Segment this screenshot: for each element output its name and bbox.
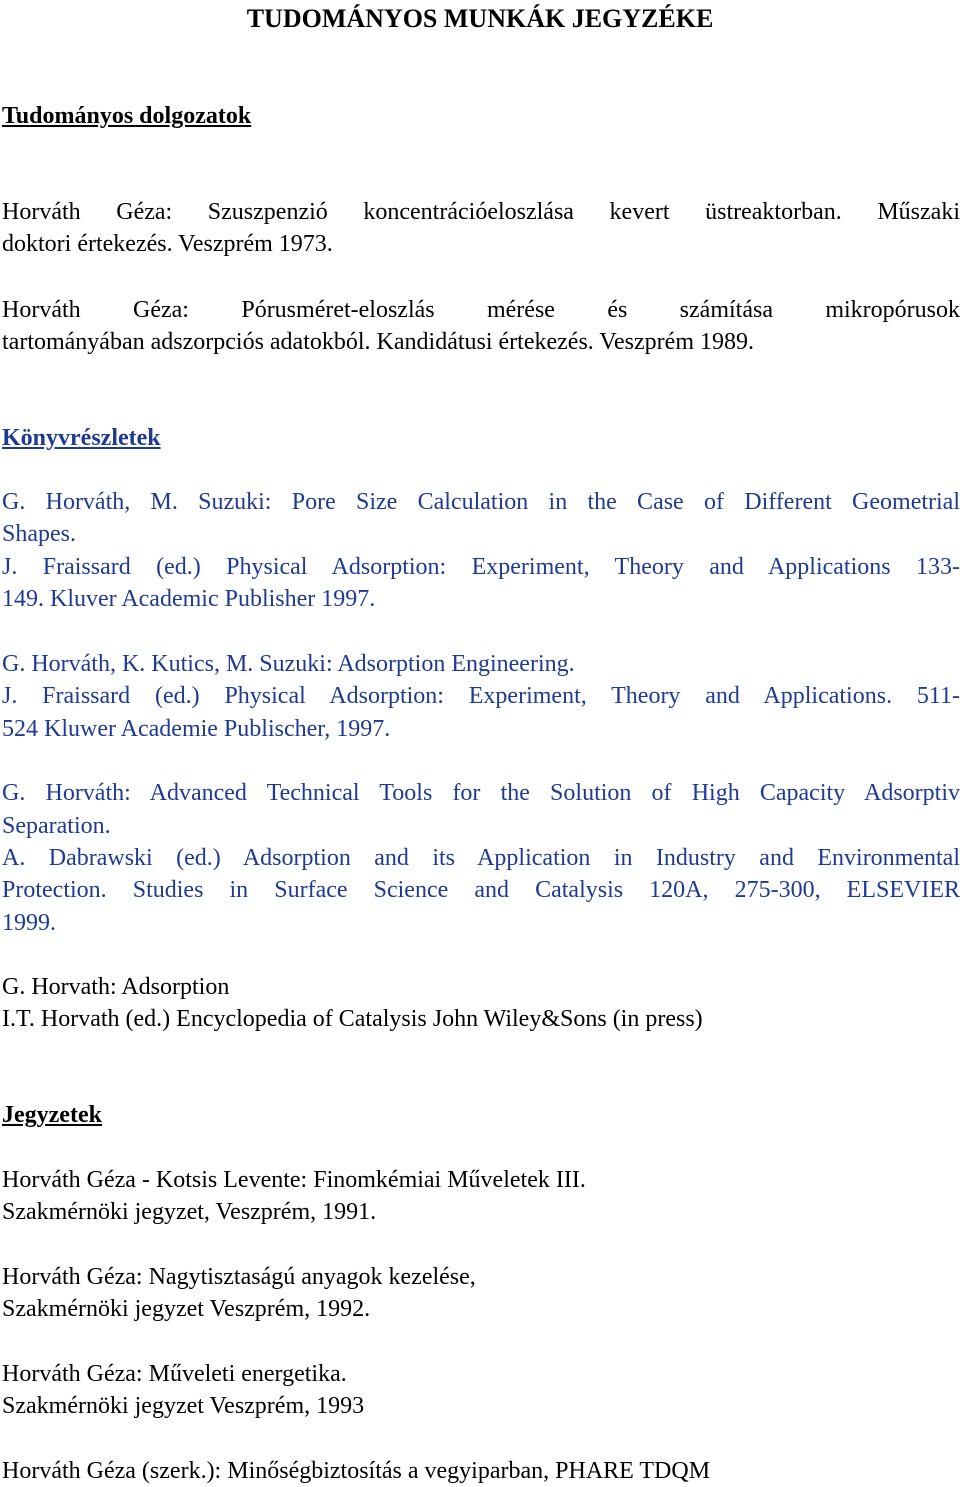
entry-line: doktori értekezés. Veszprém 1973. (2, 231, 333, 257)
entry-line: tartományában adszorpciós adatokból. Kandidátusi értekezés. Veszprém 1989. (2, 329, 754, 355)
entry-line: G. Horváth, K. Kutics, M. Suzuki: Adsorption Engineering. (2, 651, 575, 677)
entry-line: Protection. Studies in Surface Science and Catalysis 120A, 275-300, ELSEVIER (2, 877, 960, 903)
entry-line: 524 Kluwer Academie Publischer, 1997. (2, 716, 391, 742)
entry-line: Horváth Géza: Szuszpenzió koncentrációeloszlása kevert üstreaktorban. Műszaki (2, 199, 960, 225)
section-heading-dolgozatok: Tudományos dolgozatok (2, 103, 252, 129)
entry-line: Szakmérnöki jegyzet Veszprém, 1992. (2, 1296, 371, 1322)
entry-line: Horváth Géza: Pórusméret-eloszlás mérése és számítása mikropórusok (2, 297, 960, 323)
entry-line: A. Dabrawski (ed.) Adsorption and its Application in Industry and Environmental (2, 845, 960, 871)
section-heading-konyvreszletek: Könyvrészletek (2, 425, 161, 451)
entry-line: Horváth Géza (szerk.): Minőségbiztosítás a vegyiparban, PHARE TDQM (2, 1458, 711, 1484)
entry-line: Szakmérnöki jegyzet, Veszprém, 1991. (2, 1199, 377, 1225)
entry-line: 149. Kluver Academic Publisher 1997. (2, 586, 376, 612)
entry-line: I.T. Horvath (ed.) Encyclopedia of Catalysis John Wiley&Sons (in press) (2, 1006, 703, 1032)
entry-line: G. Horváth: Advanced Technical Tools for the Solution of High Capacity Adsorptiv (2, 780, 960, 806)
entry-line: Szakmérnöki jegyzet Veszprém, 1993 (2, 1393, 365, 1419)
entry-line: Separation. (2, 813, 111, 839)
entry-line: Horváth Géza: Műveleti energetika. (2, 1361, 347, 1387)
entry-line: G. Horvath: Adsorption (2, 974, 230, 1000)
entry-line: Horváth Géza: Nagytisztaságú anyagok kezelése, (2, 1264, 476, 1290)
section-heading-jegyzetek: Jegyzetek (2, 1102, 102, 1128)
entry-line: 1999. (2, 910, 56, 936)
entry-line: J. Fraissard (ed.) Physical Adsorption: Experiment, Theory and Applications. 511- (2, 683, 960, 709)
entry-line: Horváth Géza - Kotsis Levente: Finomkémiai Műveletek III. (2, 1167, 586, 1193)
entry-line: Shapes. (2, 521, 76, 547)
entry-line: J. Fraissard (ed.) Physical Adsorption: Experiment, Theory and Applications 133- (2, 554, 960, 580)
page-title: TUDOMÁNYOS MUNKÁK JEGYZÉKE (246, 4, 714, 33)
entry-line: G. Horváth, M. Suzuki: Pore Size Calculation in the Case of Different Geometrial (2, 489, 960, 515)
